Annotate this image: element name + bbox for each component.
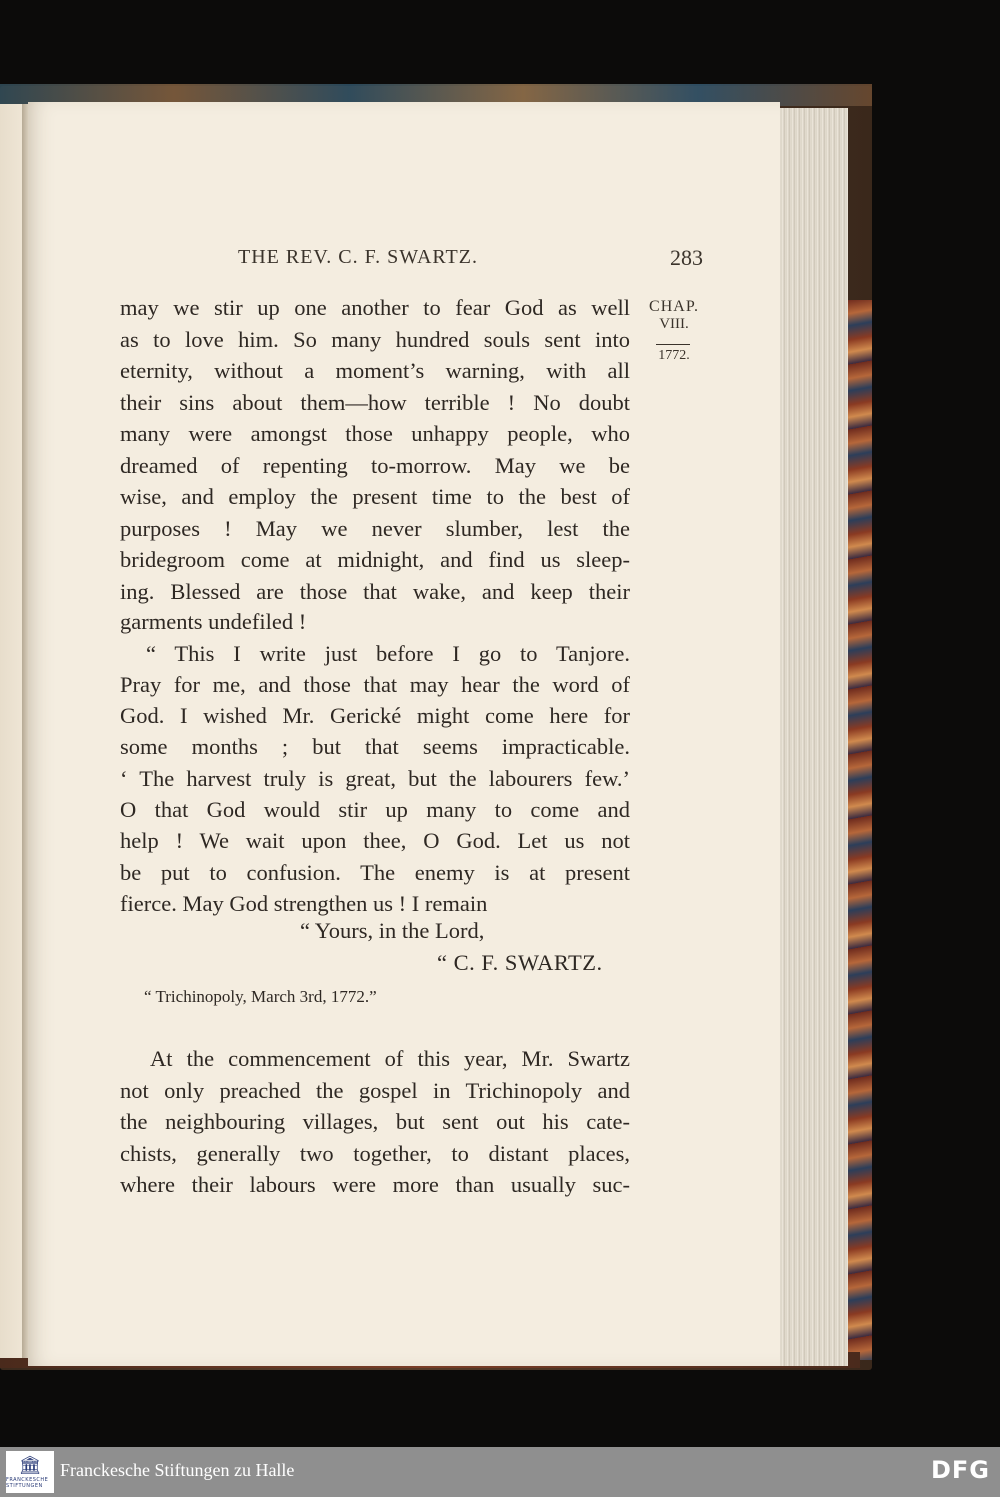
text-line: eternity, without a moment’s warning, with all: [120, 358, 630, 383]
text-line: may we stir up one another to fear God as well: [120, 295, 630, 320]
text-line: where their labours were more than usually suc-: [120, 1172, 630, 1197]
text-line: bridegroom come at midnight, and find us sleep-: [120, 547, 630, 572]
signature-name: “ C. F. SWARTZ.: [437, 950, 603, 975]
text-line: chists, generally two together, to distant places,: [120, 1141, 630, 1166]
text-line: their sins about them—how terrible ! No doubt: [120, 390, 630, 415]
text-line: be put to confusion. The enemy is at present: [120, 860, 630, 885]
marbled-edge: [846, 300, 872, 1360]
logo-caption: FRANCKESCHE STIFTUNGEN: [6, 1476, 49, 1489]
page-edges: [776, 108, 848, 1366]
footer-bar: [0, 1447, 1000, 1497]
page-number: 283: [670, 245, 703, 270]
text-line: O that God would stir up many to come and: [120, 797, 630, 822]
text-line: Pray for me, and those that may hear the word of: [120, 672, 630, 697]
text-line: some months ; but that seems impracticable.: [120, 734, 630, 759]
text-line: wise, and employ the present time to the best of: [120, 484, 630, 509]
text-line: ing. Blessed are those that wake, and keep their: [120, 579, 630, 604]
margin-note-chapter-number: VIII.: [659, 316, 689, 332]
running-head: THE REV. C. F. SWARTZ.: [238, 246, 478, 268]
text-line: “ This I write just before I go to Tanjore.: [146, 641, 630, 666]
institution-logo[interactable]: [6, 1451, 54, 1493]
text-line: dreamed of repenting to-morrow. May we be: [120, 453, 630, 478]
text-line: many were amongst those unhappy people, who: [120, 421, 630, 446]
margin-note-rule: [656, 344, 690, 345]
text-line: the neighbouring villages, but sent out his cate-: [120, 1109, 630, 1134]
text-line: At the commencement of this year, Mr. Swartz: [150, 1046, 630, 1071]
institution-name[interactable]: Franckesche Stiftungen zu Halle: [60, 1460, 295, 1480]
text-line: garments undefiled !: [120, 609, 307, 634]
dateline: “ Trichinopoly, March 3rd, 1772.”: [144, 987, 377, 1006]
dfg-logo[interactable]: DFG: [930, 1456, 990, 1484]
text-line: help ! We wait upon thee, O God. Let us not: [120, 828, 630, 853]
signature-salutation: “ Yours, in the Lord,: [300, 918, 485, 943]
building-icon: 🏛: [18, 1454, 42, 1475]
margin-note-chap: CHAP.: [649, 298, 699, 315]
margin-note-year: 1772.: [658, 348, 690, 363]
text-line: as to love him. So many hundred souls sent into: [120, 327, 630, 352]
text-line: ‘ The harvest truly is great, but the labourers few.’: [120, 766, 630, 791]
text-line: God. I wished Mr. Gerické might come here for: [120, 703, 630, 728]
text-line: not only preached the gospel in Trichinopoly and: [120, 1078, 630, 1103]
text-line: fierce. May God strengthen us ! I remain: [120, 891, 488, 916]
text-line: purposes ! May we never slumber, lest the: [120, 516, 630, 541]
